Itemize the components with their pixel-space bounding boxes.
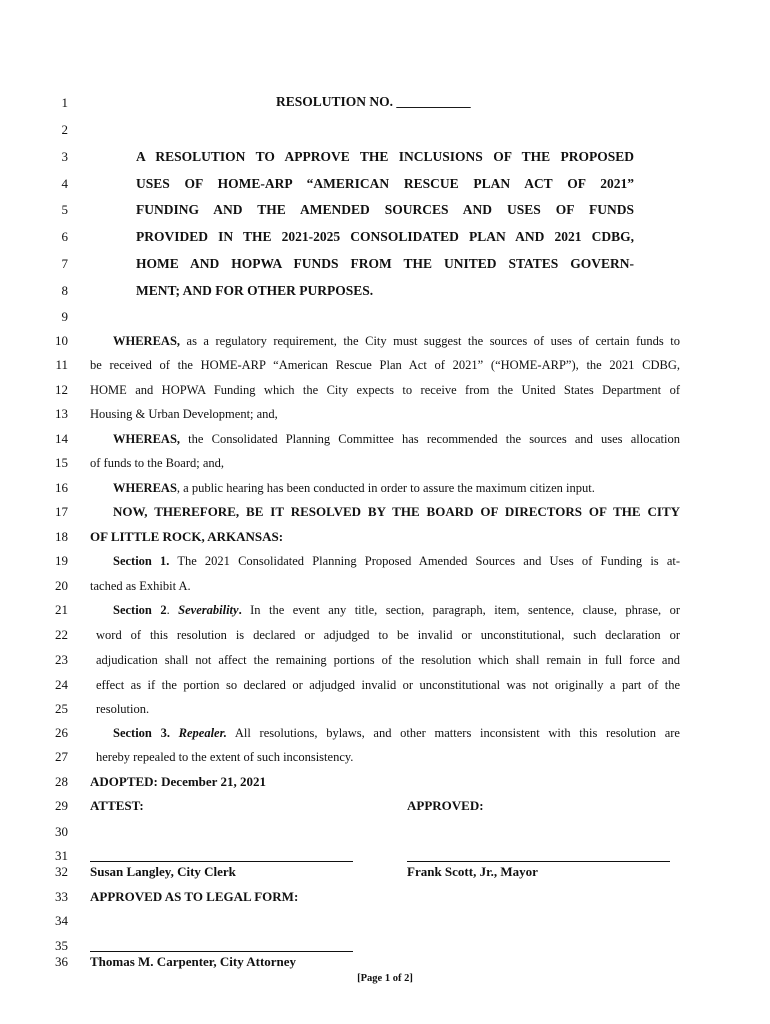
paragraph-line: resolution. [96, 702, 150, 716]
line-number: 25 [55, 701, 68, 716]
line-number: 34 [55, 913, 68, 928]
section-1 [113, 553, 680, 569]
line-number: 8 [61, 283, 68, 298]
line-number: 11 [55, 357, 68, 372]
line-number: 31 [55, 848, 68, 863]
line-number: 3 [61, 149, 68, 164]
paragraph-text: , a public hearing has been conducted in order to assure the maximum citizen input. [176, 481, 595, 495]
line-number: 30 [55, 824, 68, 839]
paragraph-line: Housing & Urban Development; and, [90, 407, 278, 421]
paragraph-text: the Consolidated Planning Committee has recommended the sources and uses allocation [180, 432, 680, 446]
line-number: 5 [61, 202, 68, 217]
line-number: 13 [55, 406, 68, 421]
paragraph-line: of funds to the Board; and, [90, 456, 225, 470]
resolved-clause-line: OF LITTLE ROCK, ARKANSAS: [90, 529, 284, 544]
line-number: 22 [55, 627, 68, 642]
section-title: Repealer. [169, 726, 227, 740]
paragraph-line: effect as if the portion so declared or adjudged invalid or unconstitutional was not originally a part of the [96, 678, 680, 692]
line-number: 10 [55, 333, 68, 348]
adopted-date: ADOPTED: December 21, 2021 [90, 774, 266, 789]
section-title-dot: . [238, 603, 242, 617]
section-title: Severability [178, 603, 239, 617]
resolved-clause: NOW, THEREFORE, BE IT RESOLVED BY THE BOARD OF DIRECTORS OF THE CITY [113, 504, 680, 519]
paragraph-text: All resolutions, bylaws, and other matters inconsistent with this resolution are [226, 726, 680, 740]
clerk-name: Susan Langley, City Clerk [90, 864, 236, 879]
line-number: 9 [61, 309, 68, 324]
page-footer: [Page 1 of 2] [357, 973, 413, 984]
paragraph-line: adjudication shall not affect the remaining portions of the resolution which shall remain in full force and [96, 653, 680, 667]
attorney-signature-line [90, 951, 353, 952]
attest-label: ATTEST: [90, 798, 144, 813]
line-number: 26 [55, 725, 68, 740]
line-number: 36 [55, 954, 68, 969]
line-number: 16 [55, 480, 68, 495]
heading-line: MENT; AND FOR OTHER PURPOSES. [136, 283, 374, 298]
line-number: 1 [61, 95, 68, 110]
line-number: 7 [61, 256, 68, 271]
section-dot: . [166, 603, 179, 617]
section-3 [113, 725, 680, 741]
line-number: 21 [55, 602, 68, 617]
mayor-name: Frank Scott, Jr., Mayor [407, 864, 538, 879]
heading-line: A RESOLUTION TO APPROVE THE INCLUSIONS OF THE PROPOSED [136, 149, 634, 164]
paragraph-line: word of this resolution is declared or adjudged to be invalid or unconstitutional, such declaration or [96, 628, 680, 642]
approved-label: APPROVED: [407, 798, 484, 813]
heading-line: FUNDING AND THE AMENDED SOURCES AND USES OF FUNDS [136, 202, 634, 217]
heading-line: PROVIDED IN THE 2021-2025 CONSOLIDATED PLAN AND 2021 CDBG, [136, 229, 634, 244]
line-number: 29 [55, 798, 68, 813]
line-number: 19 [55, 553, 68, 568]
section-lead: Section 3. [113, 726, 170, 740]
attorney-name: Thomas M. Carpenter, City Attorney [90, 954, 297, 969]
legal-form-label: APPROVED AS TO LEGAL FORM: [90, 889, 299, 904]
paragraph-line: tached as Exhibit A. [90, 579, 191, 593]
heading-line: USES OF HOME-ARP “AMERICAN RESCUE PLAN ACT OF 2021” [136, 176, 634, 191]
paragraph-text: In the event any title, section, paragraph, item, sentence, clause, phrase, or [241, 603, 680, 617]
line-number: 32 [55, 864, 68, 879]
line-number: 28 [55, 774, 68, 789]
line-number: 12 [55, 382, 68, 397]
paragraph-line: hereby repealed to the extent of such inconsistency. [96, 750, 354, 764]
line-number: 4 [61, 176, 68, 191]
line-number: 23 [55, 652, 68, 667]
paragraph-text: The 2021 Consolidated Planning Proposed Amended Sources and Uses of Funding is at- [169, 554, 680, 568]
line-number: 18 [55, 529, 68, 544]
line-number: 24 [55, 677, 68, 692]
paragraph-line: HOME and HOPWA Funding which the City expects to receive from the United States Department of [90, 383, 680, 397]
line-number: 15 [55, 455, 68, 470]
whereas-paragraph-3 [113, 480, 595, 496]
line-number: 6 [61, 229, 68, 244]
line-number: 27 [55, 749, 68, 764]
whereas-paragraph-2 [113, 431, 680, 447]
line-number: 14 [55, 431, 68, 446]
whereas-lead: WHEREAS [113, 481, 177, 495]
line-number: 33 [55, 889, 68, 904]
whereas-lead: WHEREAS, [113, 432, 181, 446]
resolution-title: RESOLUTION NO. ___________ [276, 94, 471, 109]
section-lead: Section 2 [113, 603, 167, 617]
section-lead: Section 1. [113, 554, 170, 568]
line-number: 2 [61, 122, 68, 137]
clerk-signature-line [90, 861, 353, 862]
whereas-paragraph-1 [113, 333, 680, 349]
whereas-lead: WHEREAS, [113, 334, 181, 348]
line-number: 17 [55, 504, 68, 519]
section-2 [113, 602, 680, 618]
heading-line: HOME AND HOPWA FUNDS FROM THE UNITED STATES GOVERN- [136, 256, 634, 271]
mayor-signature-line [407, 861, 670, 862]
line-number: 35 [55, 938, 68, 953]
paragraph-line: be received of the HOME-ARP “American Rescue Plan Act of 2021” (“HOME-ARP”), the 2021 CDBG, [90, 358, 680, 372]
paragraph-text: as a regulatory requirement, the City must suggest the sources of uses of certain funds to [180, 334, 680, 348]
line-number: 20 [55, 578, 68, 593]
